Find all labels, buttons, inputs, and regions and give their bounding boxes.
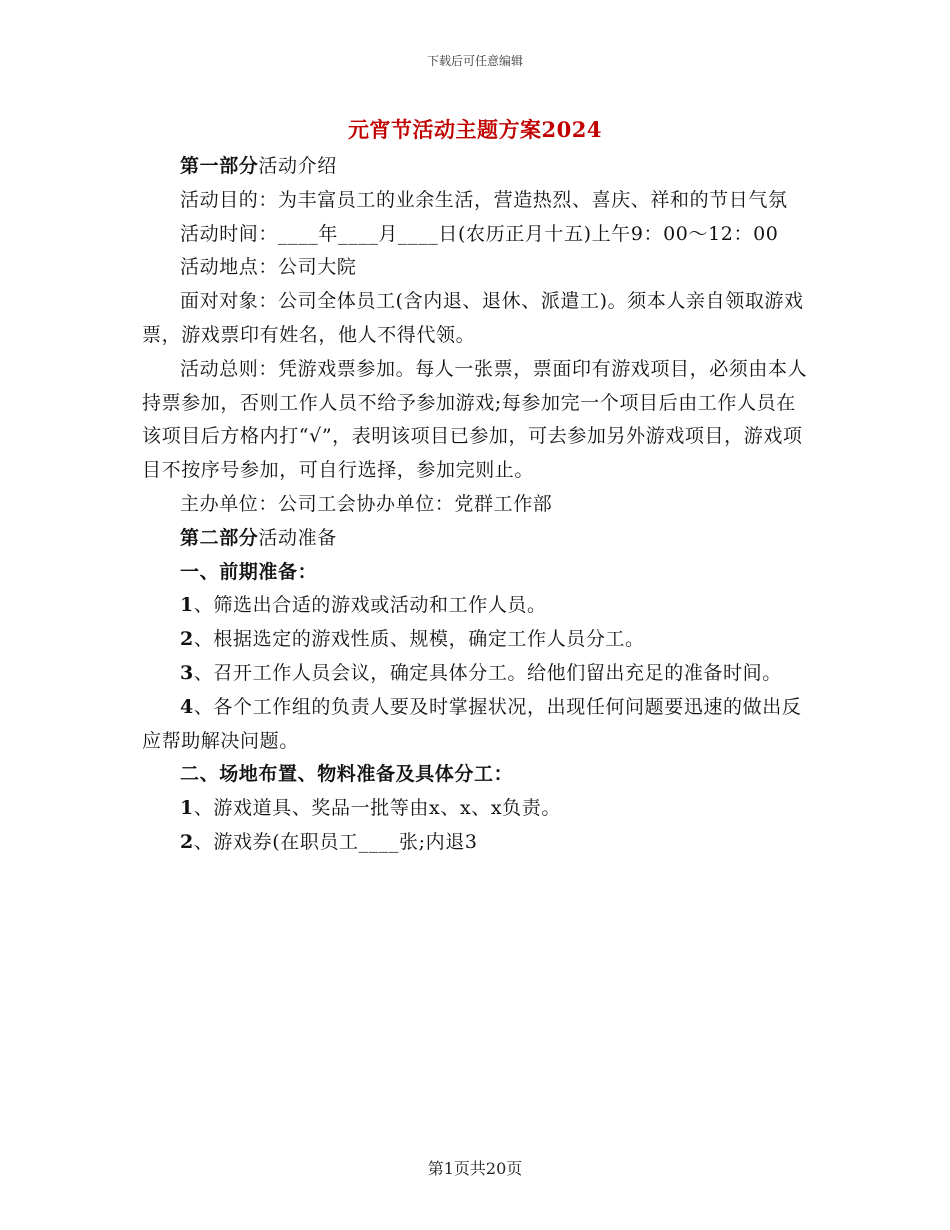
purpose-paragraph: 活动目的：为丰富员工的业余生活，营造热烈、喜庆、祥和的节日气氛 <box>180 188 788 211</box>
part2-label: 第二部分 <box>180 526 259 549</box>
target-paragraph: 面对对象：公司全体员工(含内退、退休、派遣工)。须本人亲自领取游戏票，游戏票印有姓名，他人不得代领。 <box>142 290 804 346</box>
list-item: 2、根据选定的游戏性质、规模，确定工作人员分工。 <box>180 628 645 651</box>
list-item: 4、各个工作组的负责人要及时掌握状况，出现任何问题要迅速的做出反应帮助解决问题。 <box>142 695 802 752</box>
list-item: 1、游戏道具、奖品一批等由x、x、x负责。 <box>180 797 561 820</box>
list-item: 3、召开工作人员会议，确定具体分工。给他们留出充足的准备时间。 <box>180 661 782 684</box>
part2-title: 活动准备 <box>258 526 337 549</box>
organizer-paragraph: 主办单位：公司工会协办单位：党群工作部 <box>180 492 553 515</box>
part1-heading <box>142 150 810 184</box>
section2-heading: 二、场地布置、物料准备及具体分工： <box>180 763 514 786</box>
time-paragraph: 活动时间：____年____月____日(农历正月十五)上午9：00～12：00 <box>180 222 779 245</box>
part1-title: 活动介绍 <box>258 155 337 177</box>
page-footer: 第1页共20页 <box>427 1159 523 1178</box>
list-item: 2、游戏券(在职员工____张;内退3 <box>180 830 478 853</box>
rules-paragraph: 活动总则：凭游戏票参加。每人一张票，票面印有游戏项目，必须由本人持票参加，否则工作人员不给予参加游戏;每参加完一个项目后由工作人员在该项目后方格内打“√”，表明该项目已参加，可去参加另外游戏项目，游戏项目不按序号参加，可自行选择，参加完则止。 <box>142 357 808 482</box>
part1-label: 第一部分 <box>180 155 259 177</box>
section1-heading: 一、前期准备： <box>180 560 318 583</box>
part2-heading <box>142 522 810 556</box>
document-body <box>142 150 810 860</box>
list-item: 1、筛选出合适的游戏或活动和工作人员。 <box>180 594 547 617</box>
document-title: 元宵节活动主题方案2024 <box>348 117 602 142</box>
place-paragraph: 活动地点：公司大院 <box>180 256 357 279</box>
page-header: 下载后可任意编辑 <box>426 54 523 68</box>
